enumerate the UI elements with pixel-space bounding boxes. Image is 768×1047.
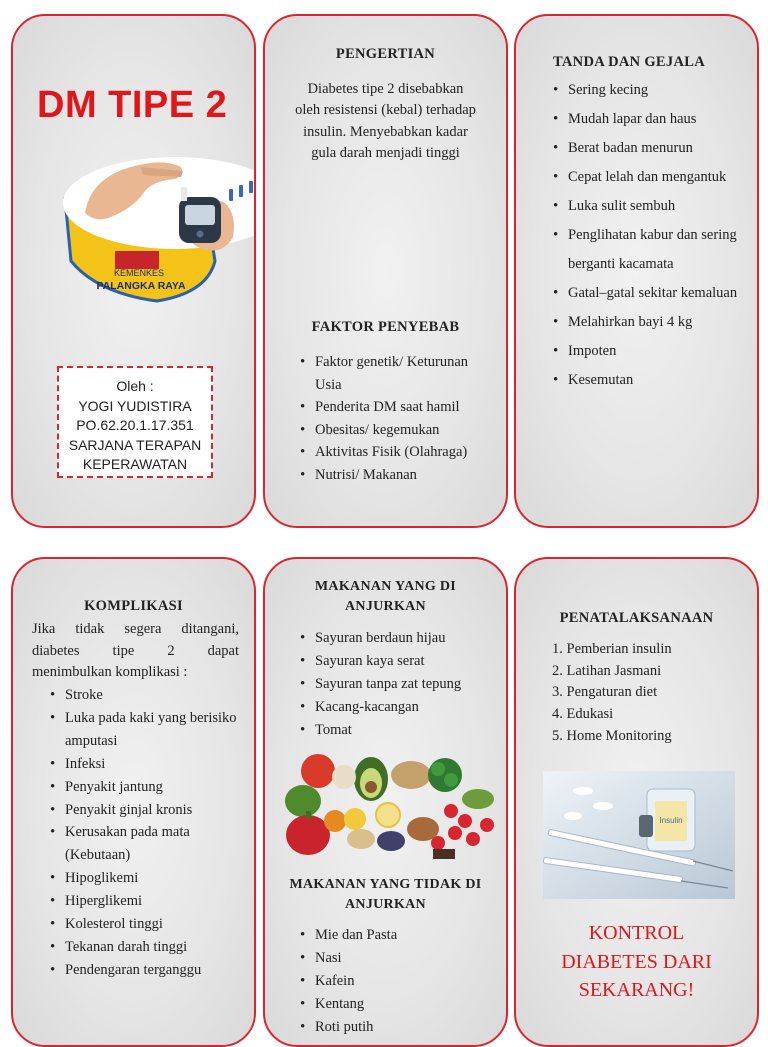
anjurkan-list [299, 627, 499, 742]
tidak-anjurkan-item: • Kafein [299, 970, 499, 993]
faktor-item: • Nutrisi/ Makanan [299, 464, 495, 487]
vial-label: Insulin [659, 816, 683, 825]
komplikasi-intro-line: diabetes tipe 2 dapat [32, 642, 239, 659]
anjurkan-item: • Sayuran kaya serat [299, 650, 499, 673]
komplikasi-item: • Kerusakan pada mata (Kebutaan) [49, 821, 239, 867]
komplikasi-item: • Hiperglikemi [49, 890, 239, 913]
penatalaksanaan-item: 3. Pengaturan diet [552, 684, 658, 701]
slogan-line: SEKARANG! [578, 979, 695, 1001]
tanda-item: • Mudah lapar dan haus [552, 105, 752, 134]
glucose-meter-illustration [57, 151, 256, 316]
author-by: Oleh : [116, 378, 154, 394]
anjurkan-item: • Sayuran berdaun hijau [299, 627, 499, 650]
pengertian-panel [263, 14, 508, 528]
pengertian-line: Diabetes tipe 2 disebabkan [307, 81, 464, 97]
penatalaksanaan-item: 1. Pemberian insulin [552, 641, 672, 657]
komplikasi-item: • Penyakit ginjal kronis [49, 799, 239, 822]
komplikasi-intro [32, 619, 239, 684]
komplikasi-list [49, 684, 239, 982]
pengertian-text [265, 79, 506, 164]
slogan-line: KONTROL [588, 922, 685, 944]
pengertian-line: gula darah menjadi tinggi [311, 144, 460, 161]
komplikasi-item: • Luka pada kaki yang berisiko amputasi [49, 707, 239, 753]
tanda-item: • Cepat lelah dan mengantuk [552, 163, 752, 192]
tanda-panel [514, 14, 759, 528]
tanda-item: • Kesemutan [552, 366, 752, 395]
komplikasi-heading: KOMPLIKASI [84, 598, 183, 614]
komplikasi-item: • Penyakit jantung [49, 776, 239, 799]
anjurkan-heading-line: ANJURKAN [345, 599, 426, 614]
faktor-item: • Aktivitas Fisik (Olahraga) [299, 441, 495, 464]
slogan-line: DIABETES DARI [561, 950, 712, 973]
anjurkan-item: • Sayuran tanpa zat tepung [299, 673, 499, 696]
logo-text-palangka: PALANGKA RAYA [96, 280, 186, 292]
komplikasi-item: • Infeksi [49, 753, 239, 776]
tidak-anjurkan-list [299, 924, 499, 1039]
pengertian-heading: PENGERTIAN [335, 46, 436, 62]
tanda-item: • Gatal–gatal sekitar kemaluan [552, 279, 752, 308]
faktor-item: • Obesitas/ kegemukan [299, 419, 495, 442]
tanda-item: • Berat badan menurun [552, 134, 752, 163]
tidak-anjurkan-heading [265, 875, 506, 915]
kontrol-slogan [516, 919, 757, 1005]
faktor-item: • Faktor genetik/ Keturunan Usia [299, 351, 495, 396]
logo-text-kemenkes: KEMENKES [113, 268, 165, 278]
tanda-item: • Sering kecing [552, 76, 752, 105]
komplikasi-intro-line: Jika tidak segera ditangani, [32, 621, 239, 637]
author-name: YOGI YUDISTIRA [78, 397, 192, 414]
komplikasi-panel [11, 557, 256, 1047]
tidak-anjurkan-heading-line: ANJURKAN [345, 897, 426, 912]
healthy-food-illustration [273, 749, 503, 861]
cover-panel [11, 14, 256, 528]
komplikasi-item: • Kolesterol tinggi [49, 913, 239, 936]
tidak-anjurkan-item: • Nasi [299, 947, 499, 970]
penatalaksanaan-panel [514, 557, 759, 1047]
tidak-anjurkan-item: • Roti putih [299, 1016, 499, 1039]
komplikasi-item: • Stroke [49, 684, 239, 707]
insulin-vial-illustration [543, 771, 735, 899]
anjurkan-heading-line: MAKANAN YANG DI [314, 579, 457, 594]
penatalaksanaan-list [552, 639, 752, 748]
komplikasi-item: • Tekanan darah tinggi [49, 936, 239, 959]
tanda-item: • Luka sulit sembuh [552, 192, 752, 221]
komplikasi-item: • Pendengaran terganggu [49, 959, 239, 982]
anjurkan-heading [265, 577, 506, 617]
tidak-anjurkan-item: • Mie dan Pasta [299, 924, 499, 947]
penatalaksanaan-heading: PENATALAKSANAAN [559, 610, 714, 626]
komplikasi-item: • Hipoglikemi [49, 867, 239, 890]
tanda-item: • Penglihatan kabur dan sering berganti kacamata [552, 221, 752, 279]
penatalaksanaan-item: 4. Edukasi [552, 706, 614, 723]
cover-title: DM TIPE 2 [37, 84, 228, 126]
tidak-anjurkan-item: • Kentang [299, 993, 499, 1016]
faktor-heading: FAKTOR PENYEBAB [311, 319, 460, 335]
faktor-item: • Penderita DM saat hamil [299, 396, 495, 419]
anjurkan-item: • Kacang-kacangan [299, 696, 499, 719]
pengertian-line: oleh resistensi (kebal) terhadap [295, 102, 476, 119]
pengertian-line: insulin. Menyebabkan kadar [303, 123, 468, 140]
tanda-item: • Impoten [552, 337, 752, 366]
penatalaksanaan-item: 5. Home Monitoring [552, 727, 672, 744]
author-program-2: KEPERAWATAN [82, 456, 188, 472]
author-box [57, 366, 213, 478]
faktor-list [299, 351, 495, 486]
author-program-1: SARJANA TERAPAN [68, 436, 202, 453]
komplikasi-intro-line: menimbulkan komplikasi : [32, 664, 188, 680]
tanda-list [552, 76, 752, 395]
tanda-item: • Melahirkan bayi 4 kg [552, 308, 752, 337]
anjurkan-item: • Tomat [299, 719, 499, 742]
tidak-anjurkan-heading-line: MAKANAN YANG TIDAK DI [289, 877, 482, 892]
makanan-panel [263, 557, 508, 1047]
tanda-heading: TANDA DAN GEJALA [553, 54, 705, 70]
author-id: PO.62.20.1.17.351 [76, 417, 194, 433]
penatalaksanaan-item: 2. Latihan Jasmani [552, 662, 662, 679]
